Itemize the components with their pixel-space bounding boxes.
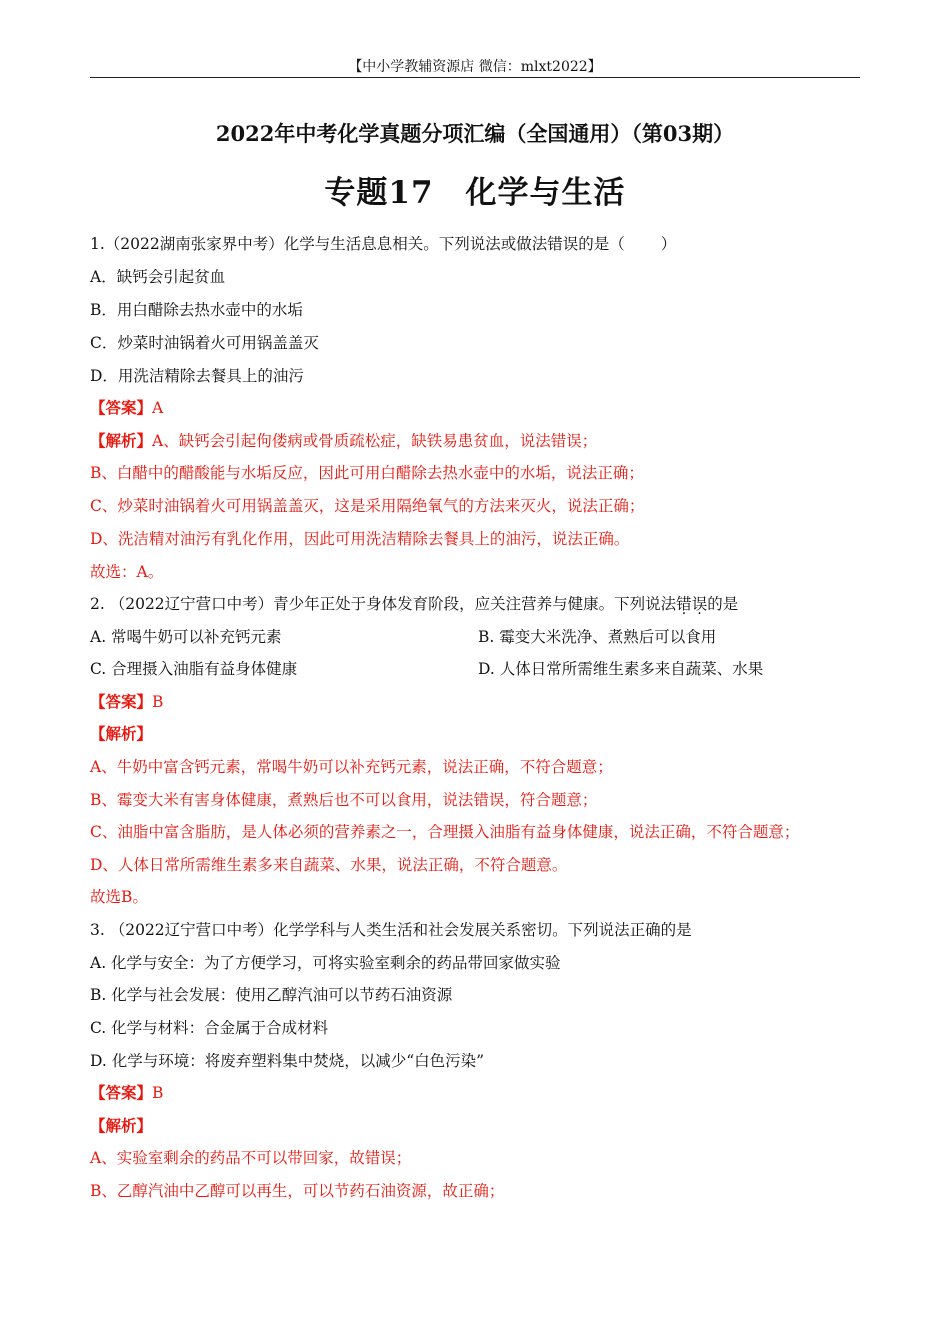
- question-2-stem: 2. （2022辽宁营口中考）青少年正处于身体发育阶段，应关注营养与健康。下列说法错误的是: [90, 595, 739, 613]
- question-1-option-a: A．缺钙会引起贫血: [90, 268, 226, 286]
- question-3-option-a: A. 化学与安全：为了方便学习，可将实验室剩余的药品带回家做实验: [90, 954, 561, 972]
- header-divider: [90, 77, 860, 78]
- question-2-analysis-d: D、人体日常所需维生素多来自蔬菜、水果，说法正确，不符合题意。: [90, 856, 568, 874]
- answer-value: B: [152, 693, 164, 711]
- answer-label: 【答案】: [90, 1083, 153, 1102]
- question-2-option-b: B. 霉变大米洗净、煮熟后可以食用: [478, 628, 717, 646]
- question-3-analysis-a: A、实验室剩余的药品不可以带回家，故错误；: [90, 1149, 412, 1167]
- question-1-stem: 1.（2022湖南张家界中考）化学与生活息息相关。下列说法或做法错误的是（ ）: [90, 235, 677, 253]
- question-2-option-d: D. 人体日常所需维生素多来自蔬菜、水果: [478, 660, 764, 678]
- page-header: 【中小学教辅资源店 微信：mlxt2022】: [348, 59, 602, 75]
- question-1-analysis-d: D、洗洁精对油污有乳化作用，因此可用洗洁精除去餐具上的油污，说法正确。: [90, 530, 630, 548]
- question-2-conclusion: 故选B。: [90, 888, 148, 906]
- analysis-label: 【解析】: [90, 431, 153, 450]
- answer-label: 【答案】: [90, 398, 153, 417]
- question-1-option-d: D．用洗洁精除去餐具上的油污: [90, 367, 304, 385]
- document-title: 2022年中考化学真题分项汇编（全国通用）（第03期）: [215, 121, 735, 146]
- answer-value: B: [152, 1084, 164, 1102]
- question-3-answer: [90, 1083, 860, 1103]
- question-2-answer: [90, 692, 860, 712]
- question-3-option-b: B. 化学与社会发展：使用乙醇汽油可以节药石油资源: [90, 986, 453, 1004]
- topic-title: 专题17 化学与生活: [324, 175, 626, 211]
- question-2-option-a: A. 常喝牛奶可以补充钙元素: [90, 628, 282, 646]
- question-3-option-c: C. 化学与材料：合金属于合成材料: [90, 1019, 329, 1037]
- question-3-stem: 3. （2022辽宁营口中考）化学学科与人类生活和社会发展关系密切。下列说法正确的是: [90, 921, 692, 939]
- question-2-analysis-label: 【解析】: [90, 724, 153, 743]
- question-1-analysis-c: C、炒菜时油锅着火可用锅盖盖灭，这是采用隔绝氧气的方法来灭火，说法正确；: [90, 497, 645, 515]
- question-2-analysis-c: C、油脂中富含脂肪，是人体必须的营养素之一，合理摄入油脂有益身体健康，说法正确，不符合题意；: [90, 823, 800, 841]
- question-3-analysis-b: B、乙醇汽油中乙醇可以再生，可以节药石油资源，故正确；: [90, 1182, 505, 1200]
- answer-value: A: [152, 399, 164, 417]
- question-1-analysis-a: 【解析】A、缺钙会引起佝偻病或骨质疏松症，缺铁易患贫血，说法错误；: [90, 431, 598, 450]
- question-3-analysis-label: 【解析】: [90, 1116, 153, 1135]
- answer-label: 【答案】: [90, 692, 153, 711]
- question-1-option-b: B．用白醋除去热水壶中的水垢: [90, 301, 303, 319]
- question-3-option-d: D. 化学与环境：将废弃塑料集中焚烧，以减少“白色污染”: [90, 1052, 485, 1070]
- question-1-answer: [90, 398, 860, 418]
- question-2-analysis-b: B、霉变大米有害身体健康，煮熟后也不可以食用，说法错误，符合题意；: [90, 791, 598, 809]
- question-1-conclusion: 故选：A。: [90, 563, 164, 581]
- question-1-option-c: C．炒菜时油锅着火可用锅盖盖灭: [90, 334, 319, 352]
- question-2-option-c: C. 合理摄入油脂有益身体健康: [90, 660, 298, 678]
- question-2-analysis-a: A、牛奶中富含钙元素，常喝牛奶可以补充钙元素，说法正确，不符合题意；: [90, 758, 613, 776]
- question-1-analysis-b: B、白醋中的醋酸能与水垢反应，因此可用白醋除去热水壶中的水垢，说法正确；: [90, 464, 644, 482]
